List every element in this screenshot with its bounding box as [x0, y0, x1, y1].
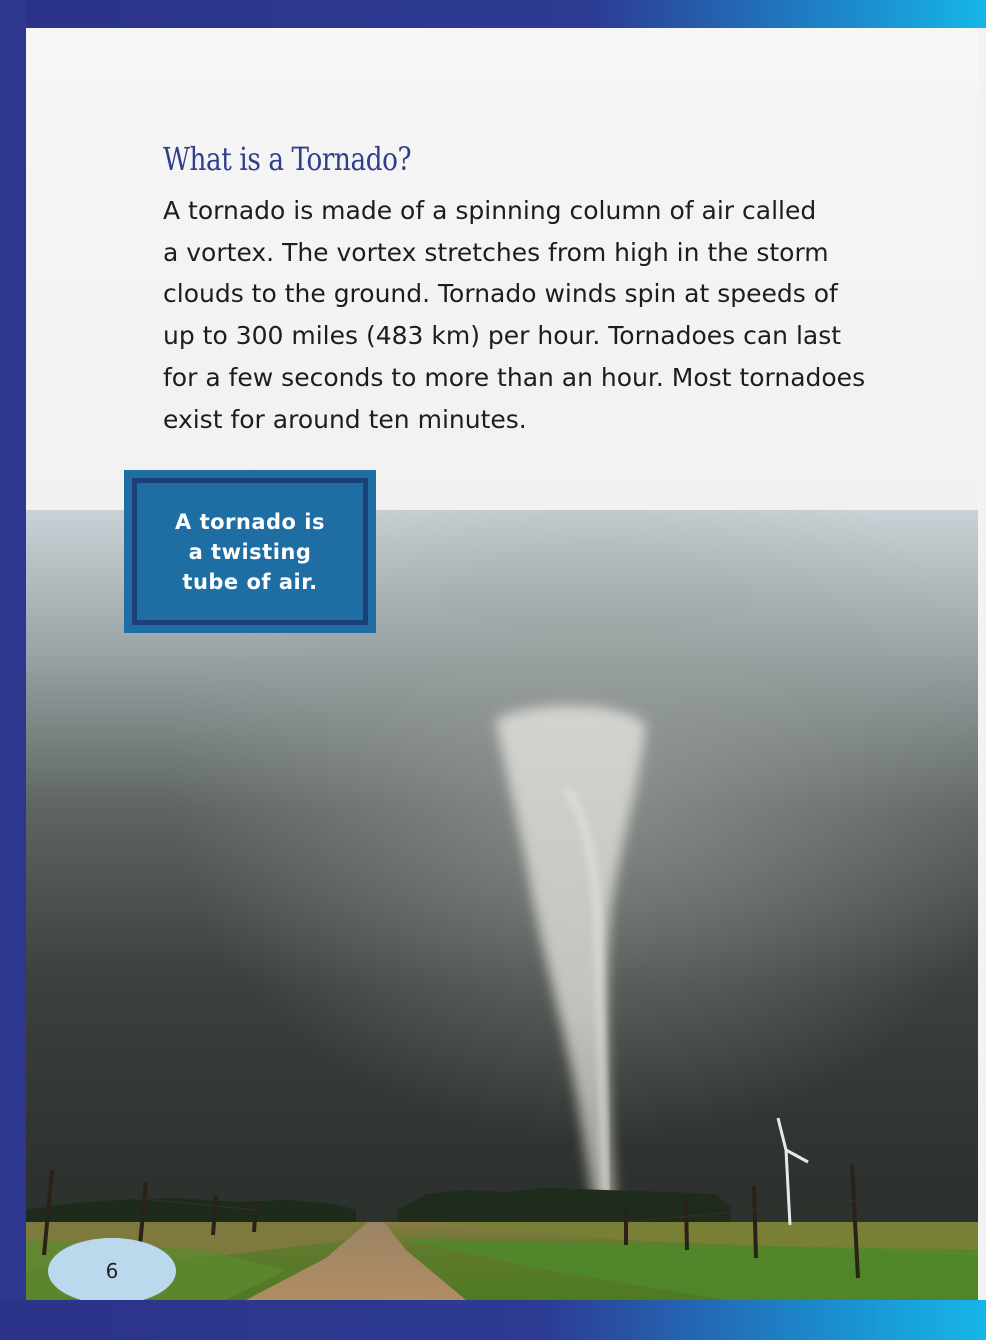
body-paragraph: [163, 190, 923, 440]
body-line: exist for around ten minutes.: [163, 404, 527, 434]
body-line: clouds to the ground. Tornado winds spin at speeds of: [163, 279, 838, 309]
page-frame-right: [978, 28, 986, 1300]
callout-line: tube of air.: [182, 569, 318, 594]
callout-line: A tornado is: [175, 509, 325, 534]
callout-line: a twisting: [188, 539, 312, 564]
callout-inner-border: [132, 478, 368, 625]
page-frame-left: [0, 0, 26, 1340]
callout-box: [124, 470, 376, 633]
callout-text: [175, 507, 325, 597]
body-line: up to 300 miles (483 km) per hour. Tornadoes can last: [163, 321, 842, 351]
body-line: for a few seconds to more than an hour. Most tornadoes: [163, 362, 866, 392]
text-section: [26, 28, 978, 510]
body-line: a vortex. The vortex stretches from high in the storm: [163, 237, 829, 267]
page-frame-top: [0, 0, 986, 28]
body-line: A tornado is made of a spinning column of air called: [163, 196, 817, 225]
page-number-badge: 6: [48, 1238, 176, 1300]
book-page: [26, 28, 978, 1300]
page-frame-bottom: [0, 1300, 986, 1340]
page-heading: What is a Tornado?: [163, 140, 412, 178]
